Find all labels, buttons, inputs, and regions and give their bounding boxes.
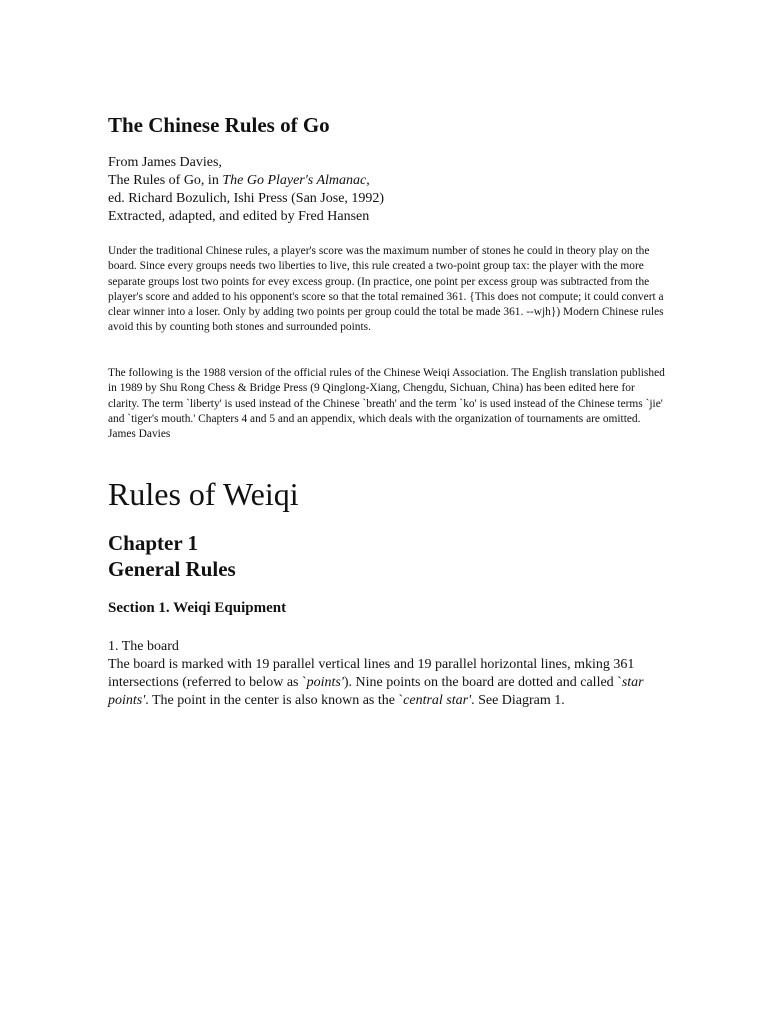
version-author: James Davies	[108, 428, 171, 441]
board-text-part-4: . See Diagram 1.	[471, 693, 565, 708]
source-book-suffix: ,	[366, 173, 370, 188]
board-text-part-1: The board is marked with 19 parallel vertical lines and 19 parallel horizontal lines, mking 361 intersections (referred to below as `	[108, 657, 635, 690]
chapter-label: Chapter 1	[108, 531, 199, 555]
term-central-star: central star'	[403, 693, 472, 708]
chapter-title: General Rules	[108, 557, 236, 581]
source-citation	[108, 154, 668, 226]
intro-paragraph: Under the traditional Chinese rules, a player's score was the maximum number of stones he could in theory play on the board. Since every groups needs two liberties to live, this rule created a two-point group tax: the player with the more separate groups lost two points for evey excess group. (In practice, one point per excess group was subtracted from the player's score and added to his opponent's score so that the total remained 361. {This does not compute; it could convert a clear winner into a loser. Only by adding two points per group could the total be made 361. --wjh}) Modern Chinese rules avoid this by counting both stones and surrounded points.	[108, 245, 664, 334]
source-line-author: From James Davies,	[108, 155, 222, 170]
term-points: points'	[306, 675, 344, 690]
board-item-text	[108, 656, 658, 710]
source-line-adapter: Extracted, adapted, and edited by Fred Hansen	[108, 209, 370, 224]
source-book-prefix: The Rules of Go, in	[108, 173, 223, 188]
board-text-part-3: . The point in the center is also known as the `	[145, 693, 404, 708]
chapter-heading	[108, 530, 236, 582]
board-item-heading: 1. The board	[108, 639, 179, 654]
document-title: The Chinese Rules of Go	[108, 113, 330, 137]
source-line-editor: ed. Richard Bozulich, Ishi Press (San Jose, 1992)	[108, 191, 385, 206]
term-star-points: star points'	[108, 675, 644, 708]
rules-heading: Rules of Weiqi	[108, 476, 299, 512]
source-book-title: The Go Player's Almanac	[222, 173, 367, 188]
section-heading: Section 1. Weiqi Equipment	[108, 600, 287, 616]
version-note	[108, 366, 668, 442]
board-text-part-2: ). Nine points on the board are dotted and called `	[343, 675, 622, 690]
source-line-book	[108, 172, 668, 190]
version-paragraph: The following is the 1988 version of the official rules of the Chinese Weiqi Association. The English translation published in 1989 by Shu Rong Chess & Bridge Press (9 Qinglong-Xiang, Chengdu, Sichuan, China) has been edited here for clarity. The term `liberty' is used instead of the Chinese `breath' and the term `ko' is used instead of the Chinese terms `jie' and `tiger's mouth.' Chapters 4 and 5 and an appendix, which deals with the organization of tournaments are omitted.	[108, 367, 665, 425]
